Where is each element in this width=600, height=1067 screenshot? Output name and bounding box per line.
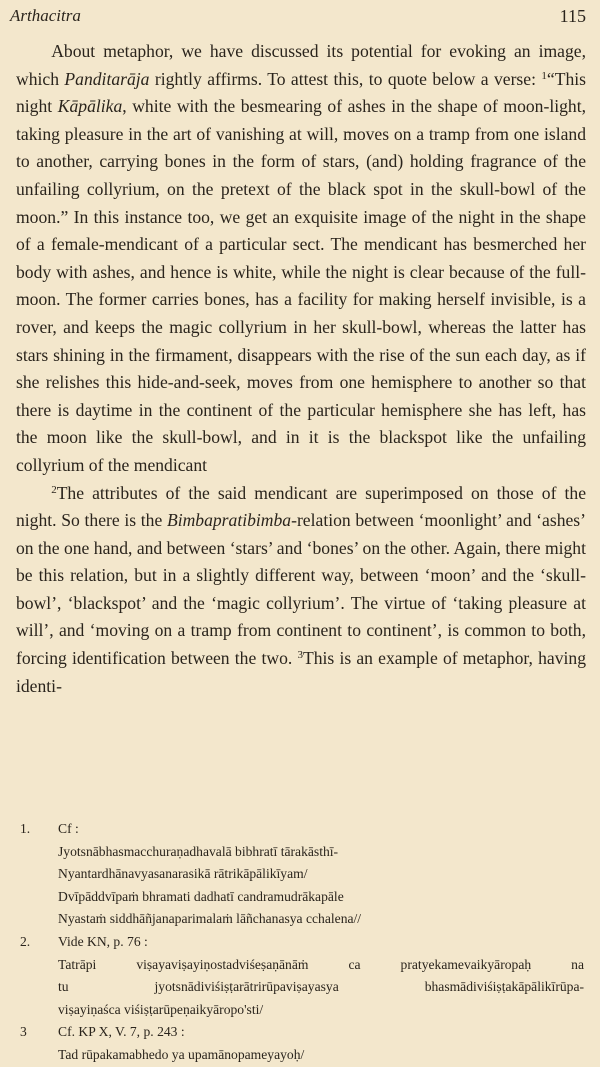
footnote-line: Jyotsnābhasmacchuraṇadhavalā bibhratī tārakāsthī-: [58, 843, 339, 859]
text-run: About metaphor, we have discussed its potential for evoking an image, which: [16, 41, 586, 89]
italic-term: Bimbapratibimba: [166, 510, 292, 531]
footnote-number: 1.: [20, 821, 31, 836]
text-run: This is an example of metaphor, having identi-: [16, 648, 587, 696]
footnote-line: Cf :: [58, 821, 79, 836]
footnote-3: [20, 1021, 584, 1066]
footnote-line: Tatrāpi viṣayaviṣayiṇostadviśeṣaṇānāṁ ca pratyekamevaikyāropaḥ na: [58, 956, 584, 972]
page-number: 115: [559, 6, 586, 26]
footnote-1: [20, 818, 584, 931]
footnote-line: Vide KN, p. 76 :: [58, 933, 148, 949]
footnote-marker-1: 1: [541, 69, 547, 82]
footnote-marker-2: 2: [51, 483, 57, 496]
italic-term: Kāpālika: [57, 96, 123, 117]
footnote-2: [20, 931, 584, 1021]
footnote-line: viṣayiṇaśca viśiṣṭarūpeṇaikyāropo'sti/: [58, 1001, 264, 1017]
footnote-number: 2.: [20, 933, 31, 949]
footnote-line: Cf. KP X, V. 7, p. 243 :: [58, 1024, 185, 1040]
footnotes: [20, 818, 584, 1067]
footnote-line: Nyastaṁ siddhāñjanaparimalaṁ lāñchanasya cchalena//: [58, 911, 362, 927]
page-header: [10, 6, 586, 30]
footnote-number: 3: [20, 1024, 27, 1040]
body-text: [16, 38, 586, 700]
text-run: rightly affirms. To attest this, to quote below a verse:: [149, 68, 542, 89]
italic-term: Panditarāja: [64, 68, 150, 89]
text-run: The attributes of the said mendicant are superimposed on those of the night. So there is the: [16, 482, 586, 531]
paragraph-2: [16, 480, 586, 701]
footnote-line: tu jyotsnādiviśiṣṭarātrirūpaviṣayasya bhasmādiviśiṣṭakāpālikīrūpa-: [58, 979, 584, 995]
footnote-line: Dvīpāddvīpaṁ bhramati dadhatī candramudrākapāle: [58, 888, 344, 904]
text-run: -relation between ‘moonlight’ and ‘ashes’ on the one hand, and between ‘stars’ and ‘bones’ on the other. Again, there might be this relation, but in a slightly different way, between ‘moon’ and the ‘skull-bowl’, ‘blackspot’ and the ‘magic collyrium’. The virtue of ‘taking pleasure at will’, and ‘moving on a tramp from continent to continent’, is common to both, forcing identification between the two.: [16, 510, 587, 669]
text-run: , white with the besmearing of ashes in the shape of moon-light, taking pleasure in the art of vanishing at will, moves on a tramp from one island to another, carrying bones in the form of stars, (and) holding fragrance of the unfailing collyrium, on the pretext of the black spot in the skull-bowl of the moon.” In this instance too, we get an exquisite image of the night in the shape of a female-mendicant of a particular sect. The mendicant has besmerched her body with ashes, and hence is white, while the night is clear because of the full-moon. The former carries bones, has a facility for making herself invisible, is a rover, and keeps the magic collyrium in her skull-bowl, whereas the latter has stars shining in the firmament, disappears with the rise of the sun each day, as if she relishes this hide-and-seek, moves from one hemisphere to another so that there is daytime in the continent of the particular hemisphere she has left, has the moon like the skull-bowl, and in it is the blackspot like the unfailing collyrium of the mendicant: [16, 96, 586, 475]
text-run: “This night: [16, 68, 586, 117]
paragraph-1: [16, 38, 586, 480]
footnote-line: Nyantardhānavyasanarasikā rātrikāpālikīyam/: [58, 866, 308, 882]
footnote-line: Tad rūpakamabhedo ya upamānopameyayoḥ/: [58, 1046, 305, 1062]
footnote-marker-3: 3: [297, 649, 303, 662]
running-title: Arthacitra: [10, 6, 81, 25]
